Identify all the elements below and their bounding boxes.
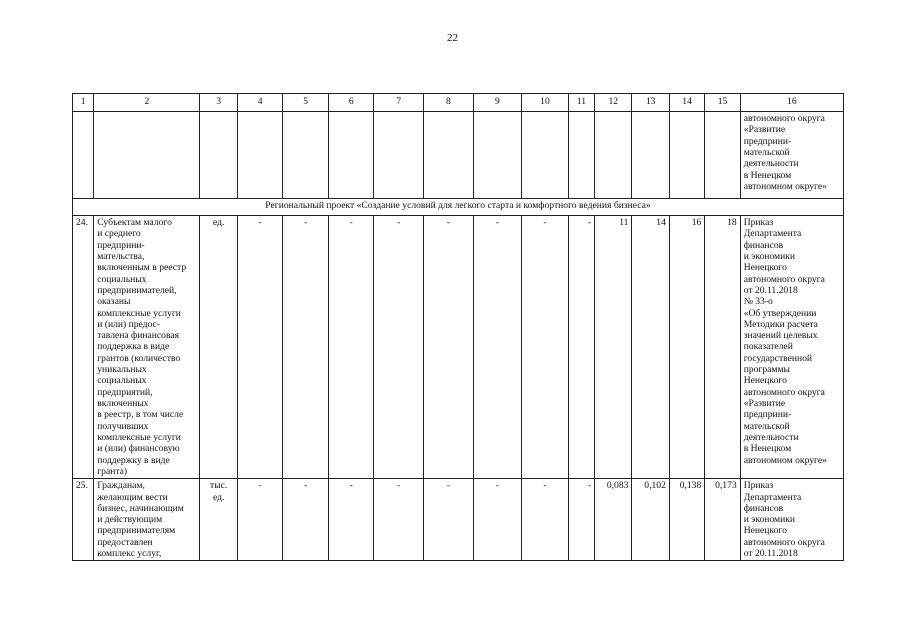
value-cell: - [424,216,474,479]
column-header: 10 [522,94,569,112]
value-cell: - [568,479,594,561]
source-cell: Приказ Департамента финансов и экономики Ненецкого автономного округа от 20.11.2018 [740,479,843,561]
value-cell: 14 [632,216,669,479]
column-header: 2 [94,94,200,112]
value-cell: - [522,479,569,561]
value-cell: 0,083 [595,479,632,561]
table-row [73,216,844,479]
unit: тыс. ед. [200,479,237,561]
column-header: 7 [374,94,424,112]
column-header: 15 [705,94,740,112]
value-cell: - [328,216,374,479]
value-cell: 18 [705,216,740,479]
value-cell: - [283,216,329,479]
row-number: 24. [73,216,94,479]
column-header: 9 [473,94,522,112]
column-header: 6 [328,94,374,112]
value-cell: - [237,479,283,561]
column-header: 3 [200,94,237,112]
value-cell: - [473,216,522,479]
unit: ед. [200,216,237,479]
continuation-row [73,112,844,199]
column-header: 5 [283,94,329,112]
value-cell: - [473,479,522,561]
column-header: 1 [73,94,94,112]
source-cell: Приказ Департамента финансов и экономики Ненецкого автономного округа от 20.11.2018 № 33-о «Об утверждении Методики расчета значений целевых показателей государственной программы Ненецкого автономного округа «Развитие предприни- мательской деятельности в Ненецком автономном округе» [740,216,843,479]
value-cell: - [374,216,424,479]
column-header: 16 [740,94,843,112]
indicator-name: Субъектам малого и среднего предприни- мательства, включенным в реестр социальных предпринимателей, оказаны комплексные услуги и (или) предос- тавлена финансовая поддержка в виде грантов (количество уникальных социальных предприятий, включенных в реестр, в том числе получивших комплексные услуги и (или) финансовую поддержку в виде гранта) [94,216,200,479]
value-cell: - [522,216,569,479]
section-row [73,199,844,216]
value-cell: - [237,216,283,479]
value-cell: - [424,479,474,561]
value-cell: - [328,479,374,561]
column-header: 13 [632,94,669,112]
row-number: 25. [73,479,94,561]
value-cell: - [568,216,594,479]
page-number: 22 [447,32,458,44]
value-cell: - [374,479,424,561]
column-header: 11 [568,94,594,112]
value-cell: - [283,479,329,561]
source-cell: автономного округа «Развитие предприни- мательской деятельности в Ненецком автономном округе» [740,112,843,199]
indicator-name: Гражданам, желающим вести бизнес, начинающим и действующим предпринимателям предоставлен комплекс услуг, [94,479,200,561]
value-cell: 0,138 [669,479,704,561]
value-cell: 16 [669,216,704,479]
column-header: 4 [237,94,283,112]
value-cell: 0,173 [705,479,740,561]
column-header: 8 [424,94,474,112]
column-header: 14 [669,94,704,112]
value-cell: 11 [595,216,632,479]
value-cell: 0,102 [632,479,669,561]
column-header: 12 [595,94,632,112]
column-number-row [73,94,844,112]
indicator-table [72,93,844,561]
table-row [73,479,844,561]
section-title: Региональный проект «Создание условий для легкого старта и комфортного ведения бизнеса» [73,199,844,216]
